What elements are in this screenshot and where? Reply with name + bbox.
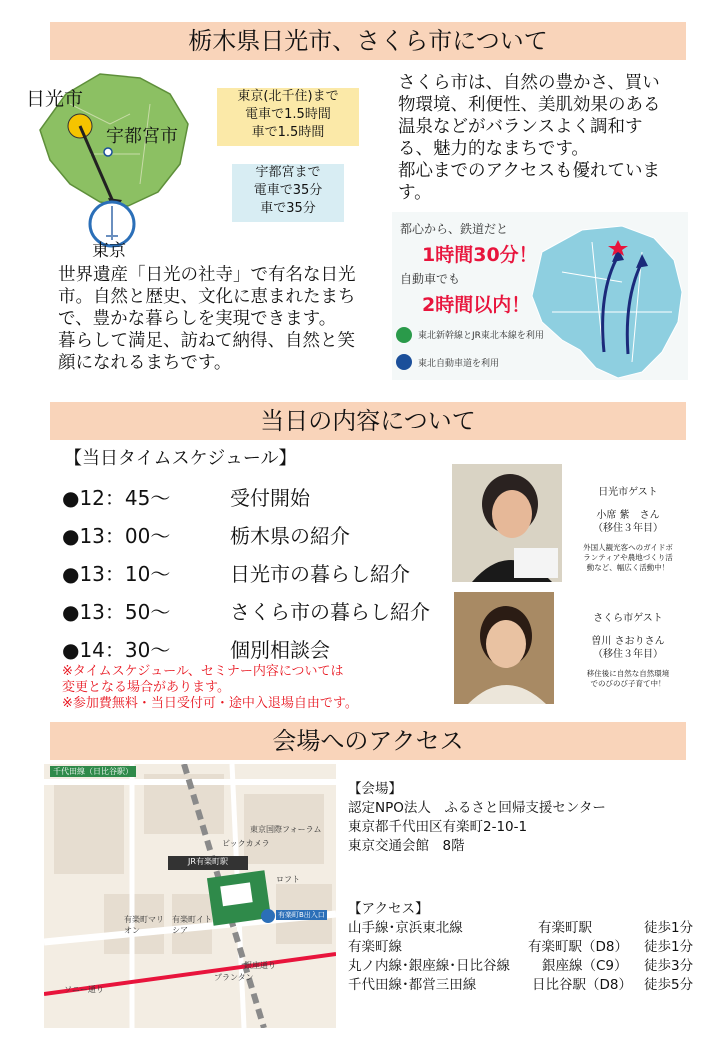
schedule-heading: 【当日タイムスケジュール】 — [64, 448, 297, 469]
access-walk: 徒歩3分 — [644, 958, 694, 974]
marion-label: 有楽町マリオン — [124, 915, 164, 935]
schedule-note: ※参加費無料・当日受付可・途中入退場自由です。 — [62, 696, 358, 711]
access-walk: 徒歩1分 — [644, 920, 694, 936]
map-legend-rail: 東北新幹線とJR東北本線を利用 — [418, 331, 544, 341]
access-lines: 丸ノ内線･銀座線･日比谷線 — [348, 958, 510, 974]
loft-label: ロフト — [276, 875, 300, 884]
guest-portrait-graphic — [454, 592, 554, 704]
schedule-time: ●13：00～ — [62, 524, 171, 548]
access-station: 銀座線（C9） — [542, 958, 628, 974]
nikko-label: 日光市 — [26, 88, 84, 110]
utsunomiya-marker — [104, 148, 112, 156]
travel-box-train: 電車で1.5時間 — [245, 107, 331, 122]
sakura-description: さくら市は、自然の豊かさ、買い物環境、利便性、美肌効果のある温泉などがバランスよく調和する、魅力的なまちです。 都心までのアクセスも優れています。 — [398, 73, 661, 203]
guest-desc: 動など、幅広く活動中！ — [586, 563, 670, 572]
parking-icon — [261, 909, 275, 923]
sony-label: ソニー通り — [64, 985, 104, 994]
venue-org: 認定NPO法人 ふるさと回帰支援センター — [348, 800, 606, 816]
venue-info — [348, 780, 606, 856]
travel-box-car: 車で1.5時間 — [251, 125, 325, 140]
guest-desc: 移住後に自然な自然環境 — [586, 669, 670, 678]
schedule-label: 個別相談会 — [230, 638, 330, 662]
access-station: 有楽町駅 — [538, 920, 592, 936]
guest-city: 日光市ゲスト — [598, 487, 658, 498]
schedule-time: ●13：50～ — [62, 600, 171, 624]
guest-card-sakura — [572, 612, 684, 689]
schedule-notes — [62, 664, 442, 712]
schedule-label: 日光市の暮らし紹介 — [230, 562, 410, 586]
access-row — [348, 919, 708, 938]
tokyo-label: 東京 — [92, 241, 126, 261]
ginza-label: 銀座通り — [244, 961, 276, 970]
guest-years: （移住３年目） — [593, 649, 663, 660]
schedule-time: ●12：45～ — [62, 486, 171, 510]
section-header-about: 栃木県日光市、さくら市について — [50, 22, 686, 60]
schedule-label: 受付開始 — [230, 486, 310, 510]
train-legend-icon — [396, 327, 412, 343]
access-walk: 徒歩1分 — [644, 939, 694, 955]
guest-portrait-graphic — [452, 464, 562, 582]
travel-box-car: 車で35分 — [260, 201, 316, 216]
travel-box-title: 宇都宮まで — [255, 165, 321, 180]
schedule-note: ※タイムスケジュール、セミナー内容については — [62, 664, 344, 679]
guest-photo-nikko — [452, 464, 562, 582]
schedule-note: 変更となる場合があります。 — [62, 680, 230, 695]
access-walk: 徒歩5分 — [644, 977, 694, 993]
utsunomiya-label: 宇都宮市 — [106, 126, 178, 147]
travel-box-utsunomiya — [232, 164, 344, 222]
map-legend-car: 東北自動車道を利用 — [418, 359, 500, 369]
access-heading: 【アクセス】 — [348, 901, 429, 917]
venue-street-map — [44, 764, 336, 1028]
venue-heading: 【会場】 — [348, 781, 402, 797]
guest-desc: ランティアや農地づくり活 — [583, 553, 673, 562]
map-caption-car: 自動車でも — [400, 272, 461, 286]
access-lines: 山手線･京浜東北線 — [348, 920, 463, 936]
schedule-label: さくら市の暮らし紹介 — [230, 600, 430, 624]
map-rail-time: 1時間30分！ — [422, 244, 538, 266]
access-lines: 有楽町線 — [348, 939, 402, 955]
schedule-label: 栃木県の紹介 — [230, 524, 350, 548]
access-row — [348, 938, 708, 957]
access-lines: 千代田線･都営三田線 — [348, 977, 477, 993]
guest-name: 小席 紫 さん — [596, 510, 660, 521]
access-row — [348, 976, 708, 995]
guest-card-nikko — [572, 486, 684, 573]
exit-label: 有楽町B出入口 — [278, 911, 325, 919]
kanto-access-map — [392, 212, 688, 380]
guest-photo-sakura — [454, 592, 554, 704]
access-info — [348, 900, 708, 995]
venue-address: 東京都千代田区有楽町2-10-1 — [348, 819, 528, 835]
forum-label: 東京国際フォーラム — [250, 825, 322, 834]
guest-desc: 外国人観光客へのガイドボ — [583, 543, 673, 552]
schedule-time: ●13：10～ — [62, 562, 171, 586]
map-caption-rail: 都心から、鉄道だと — [400, 222, 509, 236]
itocia-label: 有楽町イトシア — [172, 915, 212, 935]
access-station: 有楽町駅（D8） — [528, 939, 628, 955]
car-legend-icon — [396, 354, 412, 370]
travel-box-title: 東京(北千住)まで — [237, 89, 339, 104]
section-header-access: 会場へのアクセス — [50, 722, 686, 760]
chiyoda-label: 千代田線（日比谷駅） — [50, 766, 136, 777]
map-car-time: 2時間以内！ — [422, 294, 531, 316]
schedule-time: ●14：30～ — [62, 638, 171, 662]
access-station: 日比谷駅（D8） — [532, 977, 632, 993]
nikko-description: 世界遺産「日光の社寺」で有名な日光市。自然と歴史、文化に恵まれたまちで、豊かな暮らしを実現できます。 暮らして満足、訪ねて納得、自然と笑顔になれるまちです。 — [58, 265, 356, 373]
printemps-label: プランタン — [214, 973, 254, 982]
access-row — [348, 957, 708, 976]
station-label: JR有楽町駅 — [188, 857, 228, 866]
travel-box-train: 電車で35分 — [253, 183, 323, 198]
venue-building: 東京交通会館 8階 — [348, 838, 465, 854]
guest-city: さくら市ゲスト — [593, 613, 663, 624]
kanto-region-shape — [532, 226, 682, 378]
travel-box-kitasenju — [217, 88, 359, 146]
guest-years: （移住３年目） — [593, 523, 663, 534]
guest-desc: でのびのび子育て中！ — [590, 679, 666, 688]
section-header-schedule: 当日の内容について — [50, 402, 686, 440]
guest-name: 曽川 さおりさん — [591, 636, 665, 647]
bic-label: ビックカメラ — [222, 839, 270, 848]
